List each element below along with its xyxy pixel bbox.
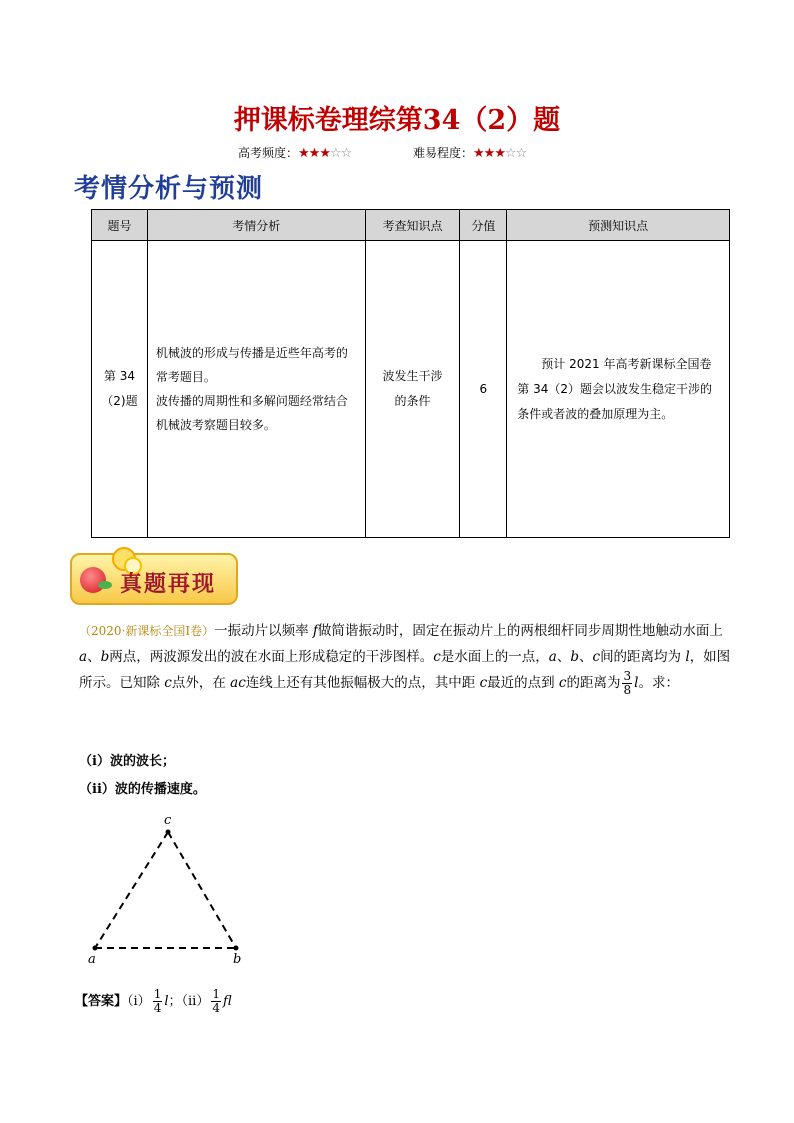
difficulty-stars-filled: ★★★ bbox=[473, 146, 505, 161]
cell-analysis bbox=[147, 241, 365, 538]
banner-text: 真题再现 bbox=[120, 571, 217, 597]
fraction-numerator: 1 bbox=[212, 987, 220, 1001]
answer-part-1: （i） bbox=[127, 994, 151, 1009]
problem-statement bbox=[79, 618, 739, 697]
header-analysis: 考情分析 bbox=[147, 210, 365, 241]
cell-number bbox=[92, 241, 148, 538]
problem-text: 、 bbox=[579, 649, 593, 665]
var-b: b bbox=[570, 649, 579, 665]
side-bc bbox=[168, 832, 236, 948]
cell-knowledge bbox=[365, 241, 460, 538]
analysis-line1: 机械波的形成与传播是近些年高考的常考题目。 bbox=[155, 346, 348, 384]
header-knowledge: 考查知识点 bbox=[365, 210, 460, 241]
table-header-row bbox=[92, 210, 730, 241]
answer-part-2: ；（ii） bbox=[168, 994, 210, 1009]
var-f: f bbox=[312, 623, 318, 639]
problem-text: 最近的点到 bbox=[487, 675, 559, 691]
var-c: c bbox=[592, 649, 601, 665]
var-a: a bbox=[79, 649, 88, 665]
fraction bbox=[622, 670, 632, 697]
point-c bbox=[166, 830, 171, 835]
knowledge-line2: 的条件 bbox=[394, 394, 431, 408]
frequency-stars-filled: ★★★ bbox=[298, 146, 330, 161]
var-c: c bbox=[479, 675, 488, 691]
triangle-figure bbox=[80, 810, 260, 970]
answer-label: 【答案】 bbox=[75, 994, 128, 1009]
difficulty-label: 难易程度： bbox=[413, 146, 474, 160]
problem-text: 、 bbox=[556, 649, 571, 665]
question-2: （ii）波的传播速度。 bbox=[79, 782, 206, 797]
leaf-icon bbox=[98, 581, 112, 589]
fraction-numerator: 1 bbox=[153, 987, 162, 1001]
fraction-numerator: 3 bbox=[623, 669, 632, 683]
fraction bbox=[153, 988, 163, 1015]
var-c: c bbox=[558, 675, 567, 691]
fraction-denominator: 4 bbox=[153, 1001, 162, 1015]
var-c: c bbox=[164, 675, 172, 691]
table-row bbox=[92, 241, 730, 538]
var-l: l bbox=[164, 994, 169, 1009]
knowledge-line1: 波发生干涉 bbox=[382, 369, 443, 383]
problem-text: 点外，在 bbox=[171, 675, 231, 691]
section-banner bbox=[64, 547, 236, 603]
problem-text: 的距离为 bbox=[566, 675, 621, 691]
point-b bbox=[234, 946, 239, 951]
difficulty-rating bbox=[413, 144, 526, 161]
label-c: c bbox=[164, 813, 172, 828]
fraction bbox=[211, 988, 221, 1015]
problem-text: 做简谐振动时，固定在振动片上的两根细杆同步周期性地触动水面上 bbox=[317, 623, 723, 639]
answer bbox=[75, 988, 232, 1015]
number-line1: 第 34 bbox=[103, 369, 135, 383]
label-a: a bbox=[88, 952, 96, 967]
question-1: （i）波的波长； bbox=[79, 754, 175, 769]
problem-text: 是水面上的一点， bbox=[440, 649, 549, 665]
frequency-label: 高考频度： bbox=[238, 146, 299, 160]
frequency-rating bbox=[238, 144, 351, 161]
frequency-stars-empty: ☆☆ bbox=[329, 146, 352, 161]
point-a bbox=[93, 946, 98, 951]
var-b: b bbox=[100, 649, 110, 665]
problem-text: 连线上还有其他振幅极大的点，其中距 bbox=[245, 675, 480, 691]
problem-text: 间的距离均为 bbox=[600, 649, 686, 665]
problem-text: 。求： bbox=[638, 675, 679, 691]
header-score: 分值 bbox=[460, 210, 507, 241]
page-title: 押课标卷理综第34（2）题 bbox=[233, 105, 561, 136]
analysis-table bbox=[91, 209, 730, 538]
var-l: l bbox=[685, 649, 690, 665]
var-l: l bbox=[634, 675, 639, 691]
section-heading: 考情分析与预测 bbox=[74, 174, 264, 204]
label-b: b bbox=[233, 952, 242, 967]
lantern-icon bbox=[80, 567, 106, 593]
var-ac: ac bbox=[230, 675, 246, 691]
problem-text: 、 bbox=[87, 649, 101, 665]
problem-text: ，如图所示。已知除 bbox=[79, 649, 731, 691]
header-number: 题号 bbox=[92, 210, 148, 241]
problem-text: 两点，两波源发出的波在水面上形成稳定的干涉图样。 bbox=[109, 649, 434, 665]
number-line2: （2)题 bbox=[101, 394, 138, 408]
fraction-denominator: 8 bbox=[623, 683, 632, 697]
cell-forecast: 预计 2021 年高考新课标全国卷第 34（2）题会以波发生稳定干涉的条件或者波的叠加原理为主。 bbox=[507, 241, 730, 538]
header-forecast: 预测知识点 bbox=[507, 210, 730, 241]
analysis-line2: 波传播的周期性和多解问题经常结合机械波考察题目较多。 bbox=[155, 394, 348, 432]
fraction-denominator: 4 bbox=[212, 1001, 220, 1015]
problem-source: （2020·新课标全国Ⅰ卷） bbox=[79, 624, 215, 638]
var-fl: fl bbox=[222, 994, 232, 1009]
cell-score: 6 bbox=[460, 241, 507, 538]
problem-text: 一振动片以频率 bbox=[214, 623, 313, 639]
var-a: a bbox=[548, 649, 557, 665]
var-c: c bbox=[433, 649, 441, 665]
side-ac bbox=[95, 832, 168, 948]
difficulty-stars-empty: ☆☆ bbox=[504, 146, 527, 161]
